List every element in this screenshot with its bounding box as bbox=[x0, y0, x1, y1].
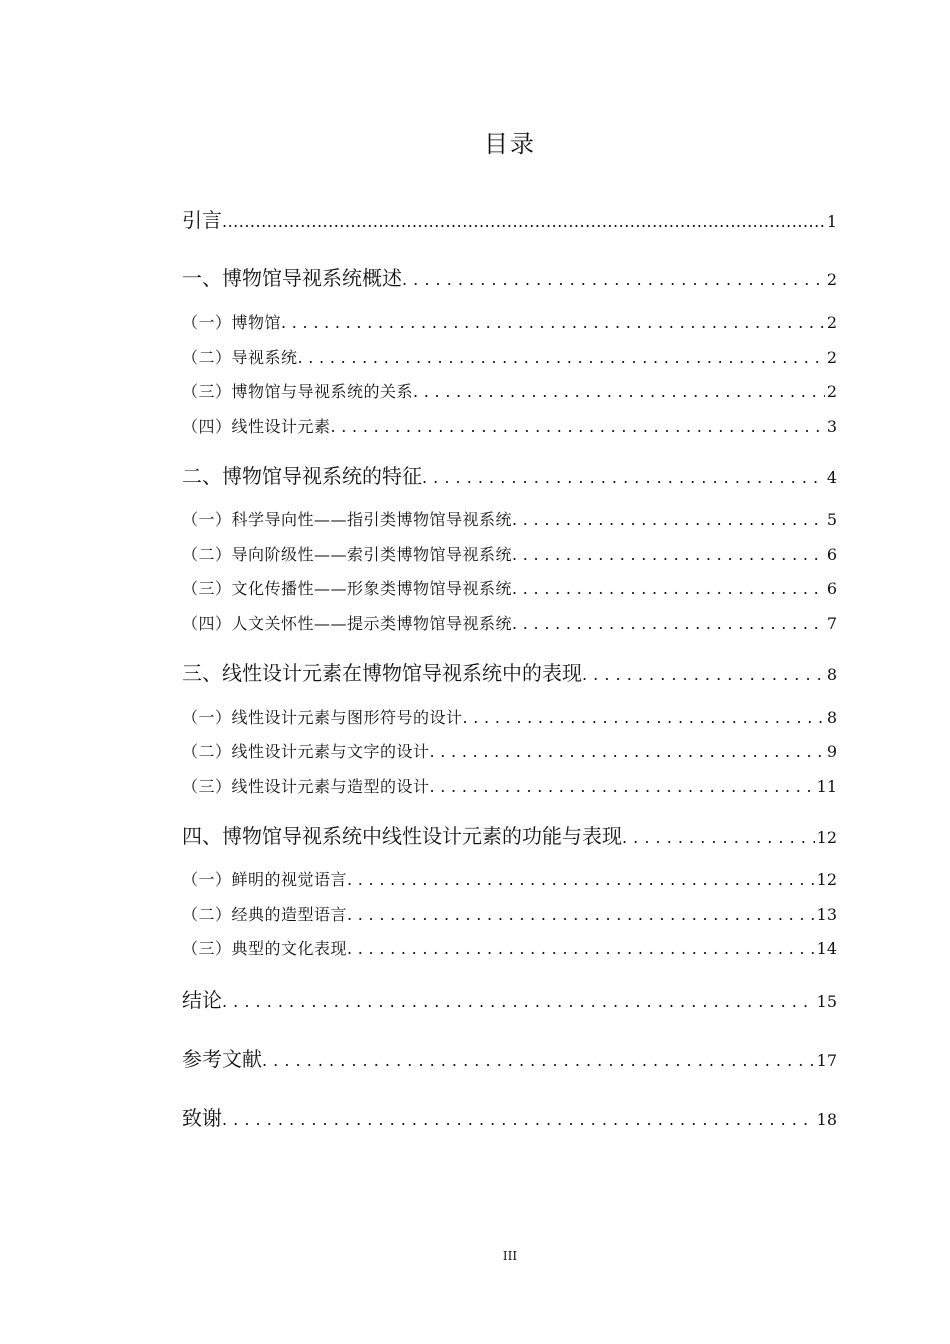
toc-section-entry[interactable] bbox=[182, 867, 837, 890]
toc-entry-page-number: 12 bbox=[816, 870, 837, 889]
dot-leader bbox=[347, 939, 815, 958]
toc-chapter-entry[interactable] bbox=[182, 460, 837, 489]
toc-title: 目录 bbox=[484, 130, 536, 158]
toc-section-entry[interactable] bbox=[182, 705, 837, 728]
dot-leader bbox=[347, 905, 815, 924]
dot-leader bbox=[222, 212, 825, 231]
toc-section-entry[interactable] bbox=[182, 739, 837, 762]
dot-leader bbox=[402, 270, 825, 289]
dot-leader bbox=[281, 313, 825, 332]
toc-entry-label: （三）线性设计元素与造型的设计 bbox=[182, 777, 430, 796]
toc-entry-label: （二）经典的造型语言 bbox=[182, 905, 348, 924]
toc-entry-page-number: 2 bbox=[826, 382, 837, 401]
toc-entry-label: （三）典型的文化表现 bbox=[182, 939, 348, 958]
toc-entry-page-number: 3 bbox=[826, 417, 837, 436]
dot-leader bbox=[298, 348, 825, 367]
toc-entry-page-number: 13 bbox=[816, 905, 837, 924]
toc-section-entry[interactable] bbox=[182, 936, 837, 959]
toc-section-entry[interactable] bbox=[182, 611, 837, 634]
toc-entry-page-number: 7 bbox=[826, 614, 837, 633]
toc-entry-label: 二、博物馆导视系统的特征 bbox=[182, 464, 422, 488]
toc-chapter-entry[interactable] bbox=[182, 1043, 837, 1072]
dot-leader bbox=[582, 665, 825, 684]
dot-leader bbox=[222, 992, 815, 1011]
dot-leader bbox=[413, 382, 825, 401]
toc-section-entry[interactable] bbox=[182, 507, 837, 530]
toc-chapter-entry[interactable] bbox=[182, 1102, 837, 1131]
toc-entry-page-number: 2 bbox=[826, 313, 837, 332]
toc-section-entry[interactable] bbox=[182, 379, 837, 402]
toc-entry-label: 三、线性设计元素在博物馆导视系统中的表现 bbox=[182, 661, 582, 685]
toc-entry-page-number: 8 bbox=[826, 708, 837, 727]
dot-leader bbox=[222, 1110, 815, 1129]
toc-entry-label: （三）文化传播性——形象类博物馆导视系统 bbox=[182, 579, 513, 598]
toc-entry-label: （一）科学导向性——指引类博物馆导视系统 bbox=[182, 510, 513, 529]
dot-leader bbox=[331, 417, 825, 436]
toc-chapter-entry[interactable] bbox=[182, 984, 837, 1013]
toc-chapter-entry[interactable] bbox=[182, 657, 837, 686]
toc-section-entry[interactable] bbox=[182, 542, 837, 565]
toc-entry-page-number: 9 bbox=[826, 742, 837, 761]
toc-entry-page-number: 15 bbox=[816, 992, 837, 1011]
toc-entry-label: （一）鲜明的视觉语言 bbox=[182, 870, 348, 889]
toc-entry-page-number: 5 bbox=[826, 510, 837, 529]
toc-entry-page-number: 1 bbox=[826, 212, 837, 231]
toc-entry-label: 致谢 bbox=[182, 1106, 222, 1130]
toc-entry-page-number: 2 bbox=[826, 270, 837, 289]
toc-entry-label: 结论 bbox=[182, 988, 222, 1012]
toc-entry-page-number: 17 bbox=[816, 1051, 837, 1070]
toc-entry-label: （二）导视系统 bbox=[182, 348, 298, 367]
dot-leader bbox=[463, 708, 825, 727]
toc-entry-label: （二）导向阶级性——索引类博物馆导视系统 bbox=[182, 545, 513, 564]
toc-entry-page-number: 4 bbox=[826, 468, 837, 487]
toc-section-entry[interactable] bbox=[182, 310, 837, 333]
toc-entry-label: 参考文献 bbox=[182, 1047, 262, 1071]
toc-entry-label: （四）人文关怀性——提示类博物馆导视系统 bbox=[182, 614, 513, 633]
toc-section-entry[interactable] bbox=[182, 345, 837, 368]
toc-entry-page-number: 6 bbox=[826, 579, 837, 598]
dot-leader bbox=[512, 510, 825, 529]
toc-entry-page-number: 11 bbox=[816, 777, 837, 796]
dot-leader bbox=[430, 777, 815, 796]
toc-chapter-entry[interactable] bbox=[182, 204, 837, 233]
toc-entry-page-number: 6 bbox=[826, 545, 837, 564]
toc-entry-page-number: 18 bbox=[816, 1110, 837, 1129]
dot-leader bbox=[422, 468, 825, 487]
toc-entry-page-number: 12 bbox=[816, 828, 837, 847]
toc-chapter-entry[interactable] bbox=[182, 820, 837, 849]
toc-chapter-entry[interactable] bbox=[182, 262, 837, 291]
dot-leader bbox=[262, 1051, 815, 1070]
toc-section-entry[interactable] bbox=[182, 576, 837, 599]
toc-section-entry[interactable] bbox=[182, 902, 837, 925]
toc-section-entry[interactable] bbox=[182, 774, 837, 797]
toc-entry-page-number: 8 bbox=[826, 665, 837, 684]
dot-leader bbox=[512, 579, 825, 598]
toc-entry-label: 引言 bbox=[182, 208, 222, 232]
toc-entry-page-number: 14 bbox=[816, 939, 837, 958]
toc-entry-label: （一）博物馆 bbox=[182, 313, 282, 332]
toc-entry-label: （一）线性设计元素与图形符号的设计 bbox=[182, 708, 463, 727]
toc-entry-label: （三）博物馆与导视系统的关系 bbox=[182, 382, 414, 401]
dot-leader bbox=[512, 545, 825, 564]
page-number: III bbox=[502, 1249, 518, 1263]
toc-section-entry[interactable] bbox=[182, 414, 837, 437]
toc-entry-label: （四）线性设计元素 bbox=[182, 417, 331, 436]
dot-leader bbox=[622, 828, 815, 847]
dot-leader bbox=[347, 870, 815, 889]
toc-entry-label: 一、博物馆导视系统概述 bbox=[182, 266, 402, 290]
toc-entry-page-number: 2 bbox=[826, 348, 837, 367]
toc-entry-label: （二）线性设计元素与文字的设计 bbox=[182, 742, 430, 761]
dot-leader bbox=[512, 614, 825, 633]
toc-entry-label: 四、博物馆导视系统中线性设计元素的功能与表现 bbox=[182, 824, 622, 848]
dot-leader bbox=[430, 742, 825, 761]
